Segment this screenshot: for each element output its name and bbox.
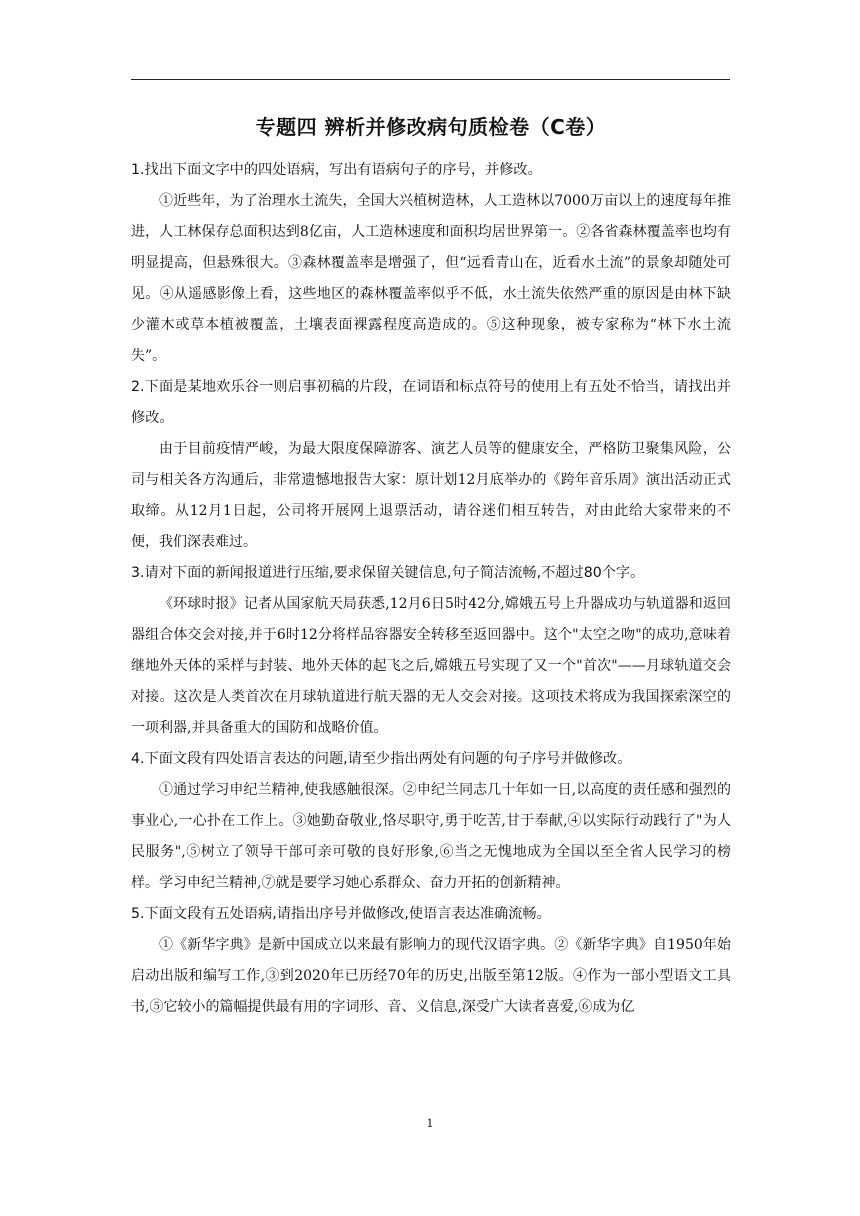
question-passage: ①近些年，为了治理水土流失，全国大兴植树造林，人工造林以7000万亩以上的速度每年推进，人工林保存总面积达到8亿亩，人工造林速度和面积均居世界第一。②各省森林覆盖率也均有明显提高，但悬殊很大。③森林覆盖率是增强了，但“远看青山在，近看水土流”的景象却随处可见。④从遥感影像上看，这些地区的森林覆盖率似乎不低，水土流失依然严重的原因是由林下缺少灌木或草本植被覆盖，土壤表面裸露程度高造成的。⑤这种现象，被专家称为“林下水土流失”。 — [131, 193, 731, 364]
page-title: 专题四 辨析并修改病句质检卷（C卷） — [255, 115, 607, 139]
question-2 — [131, 372, 731, 558]
question-5 — [131, 899, 731, 1023]
question-passage: ①《新华字典》是新中国成立以来最有影响力的现代汉语字典。②《新华字典》自1950年始启动出版和编写工作,③到2020年已历经70年的历史,出版至第12版。④作为一部小型语文工具书,⑤它较小的篇幅提供最有用的字词形、音、义信息,深受广大读者喜爱,⑥成为亿 — [131, 937, 731, 1015]
question-1 — [131, 155, 731, 372]
question-passage: 《环球时报》记者从国家航天局获悉,12月6日5时42分,嫦娥五号上升器成功与轨道器和返回器组合体交会对接,并于6时12分将样品容器安全转移至返回器中。这个"太空之吻"的成功,意味着继地外天体的采样与封装、地外天体的起飞之后,嫦娥五号实现了又一个"首次"——月球轨道交会对接。这次是人类首次在月球轨道进行航天器的无人交会对接。这项技术将成为我国探索深空的一项利器,并具备重大的国防和战略价值。 — [131, 596, 731, 736]
document-body — [131, 112, 731, 1023]
question-4 — [131, 744, 731, 899]
header-rule — [131, 79, 730, 80]
question-prompt: 3.请对下面的新闻报道进行压缩,要求保留关键信息,句子简洁流畅,不超过80个字。 — [131, 565, 645, 581]
question-prompt: 4.下面文段有四处语言表达的问题,请至少指出两处有问题的句子序号并做修改。 — [131, 751, 632, 767]
question-prompt: 1.找出下面文字中的四处语病，写出有语病句子的序号，并修改。 — [131, 162, 542, 178]
question-passage: ①通过学习申纪兰精神,使我感触很深。②申纪兰同志几十年如一日,以高度的责任感和强烈的事业心,一心扑在工作上。③她勤奋敬业,恪尽职守,勇于吃苦,甘于奉献,④以实际行动践行了"为人民服务",⑤树立了领导干部可亲可敬的良好形象,⑥当之无愧地成为全国以至全省人民学习的榜样。学习申纪兰精神,⑦就是要学习她心系群众、奋力开拓的创新精神。 — [131, 782, 731, 891]
question-prompt: 5.下面文段有五处语病,请指出序号并做修改,使语言表达准确流畅。 — [131, 906, 551, 922]
page-number: 1 — [426, 1117, 434, 1130]
question-3 — [131, 558, 731, 744]
question-prompt: 2.下面是某地欢乐谷一则启事初稿的片段，在词语和标点符号的使用上有五处不恰当，请找出并修改。 — [131, 379, 731, 426]
question-passage: 由于目前疫情严峻，为最大限度保障游客、演艺人员等的健康安全，严格防卫聚集风险，公司与相关各方沟通后，非常遗憾地报告大家：原计划12月底举办的《跨年音乐周》演出活动正式取缔。从12月1日起，公司将开展网上退票活动，请谷迷们相互转告，对由此给大家带来的不便，我们深表难过。 — [131, 441, 731, 550]
